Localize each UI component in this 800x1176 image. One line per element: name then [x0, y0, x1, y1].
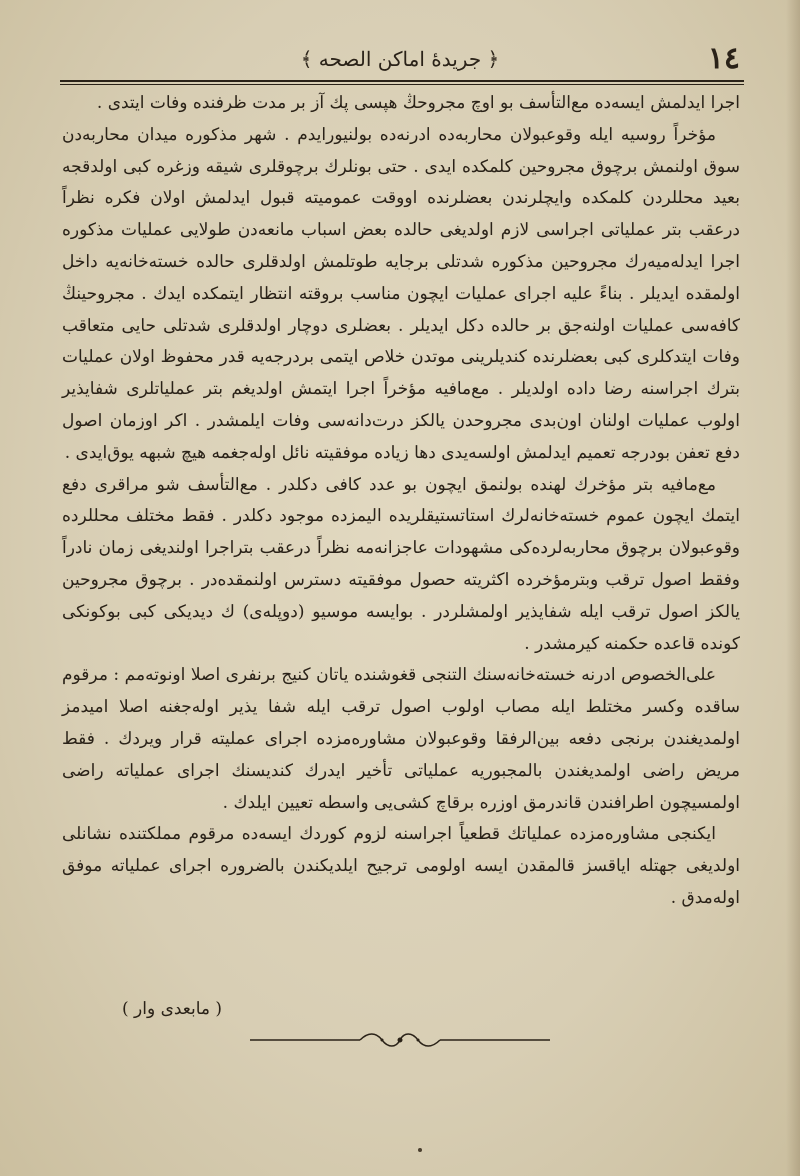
page-number: ١٤ — [707, 41, 740, 76]
paragraph-2: مؤخراً روسيه ايله وقوعبولان محاربه‌ده ادرنه‌ده بولنيورايدم . شهر مذكوره ميدان محاربه‌دن سوق اولنمش برچوق مجروحين كلمكده ايدی . حتی بونلرك برچوقلری شيقه وزغره كبی اولدقجه بعيد محللردن كلمكده وايچلرندن بعضلرنده اووقت عموميته قبول ايدلمش اولان فكره نظراً درعقب بتر عملياتی اجراسی لازم اولديغی حالده بعض اسباب مانعه‌دن طولايی عمليات مذكوره اجرا ايدله‌ميه‌رك مجروحين مذكوره شدتلی برجايه طوتلمش اولدقلری حالده خسته‌خانه‌يه داخل اولمقده ايديلر . بناءً عليه اجرای عمليات ايچون مناسب بروقته انتظار ايتمكده ايدك . مجروحينڭ كافه‌سی عمليات اولنه‌جق بر حالده دكل ايديلر . بعضلری دوچار اولدقلری شدتلی حايی متعاقب وفات ايتدكلری كبی بعضلرنده كنديلرينی موتدن خلاص ايتمی بردرجه‌يه قدر محفوظ اولان عمليات بترك اجراسنه رضا داده اولديلر . مع‌مافيه مؤخراً اجرا ايتمش اولديغم بتر عملياتلری شفايذير اولوب عمليات اولنان اون‌بدی مجروحدن يالكز درت‌دانه‌سی وفات ايلمشدر . اكر اوزمان اصول دفع تعفن بودرجه تعميم ايدلمش اولسه‌يدی دها زياده موفقيته نائل اوله‌جغمه هيچ شبهه يوق‌ايدی . — [62, 124, 740, 463]
header-rule-thin — [60, 84, 744, 85]
continued-note: ( مابعدی وار ) — [122, 999, 223, 1019]
page-edge-shadow — [786, 0, 800, 1176]
paragraph-1: اجرا ايدلمش ايسه‌ده مع‌التأسف بو اوچ مجروحڭ هپسی پك آز بر مدت ظرفنده وفات ايتدی . — [96, 93, 740, 113]
page-header — [60, 40, 740, 78]
paragraph-3: مع‌مافيه بتر مؤخرك لهنده بولنمق ايچون بو عدد كافی دكلدر . مع‌التأسف شو مراقری دفع ايتمك ايچون عموم خسته‌خانه‌لرك استاتستيقلريده اليمزده موجود دكلدر . فقط مختلف محللرده وقوعبولان برچوق محاربه‌لرده‌كی مشهودات عاجزانه‌مه نظراً درعقب بتراجرا اولنديغی زمان نادراً وفقط اصول ترقب وبترمؤخرده اكثريته حصول موفقيته دسترس اولنمقده‌در . برچوق مجروحين يالكز اصول ترقب ايله شفايذير اولمشلردر . بوايسه موسيو (دوپله‌ى) ك ديديكی كبی بوكونكی كونده قاعده حكمنه كيرمشدر . — [62, 474, 740, 654]
ink-dot — [418, 1148, 422, 1152]
paragraph-4: علی‌الخصوص ادرنه خسته‌خانه‌سنك التنجی قغوشنده ياتان كنيج برنفری اصلا اونوته‌مم : مرقوم ساقده وكسر مختلط ايله مصاب اولوب اصول ترقب ايله شفا يذير اوله‌جغنه اصلا اميدمز اولمديغندن برنجی دفعه بين‌الرفقا وقوعبولان مشاوره‌مزده اجرای عمليته قرار ويردك . فقط مريض راضی اولمديغندن بالمجبوريه عملياتی تأخير ايدرك كنديسنك اجرای عملياته راضی اولمسيچون اطرافندن قاندرمق اوزره برقاچ كشی‌يی واسطه تعيين ايلدك . — [62, 665, 740, 813]
article-body — [62, 88, 740, 915]
paragraph-5: ايكنجی مشاوره‌مزده عملياتك قطعياً اجراسنه لزوم كوردك ايسه‌ده مرقوم مملكتنده نشانلی اولديغی جهتله اياقسز قالمقدن ايسه اولومی ترجيح ايلديكندن بالضروره اجرای عملياته موفق اوله‌مدق . — [62, 824, 740, 908]
ornament-divider — [250, 1030, 550, 1050]
header-rule — [60, 80, 744, 82]
running-title: ﴿ جريدۀ اماكن الصحه ﴾ — [300, 47, 500, 71]
